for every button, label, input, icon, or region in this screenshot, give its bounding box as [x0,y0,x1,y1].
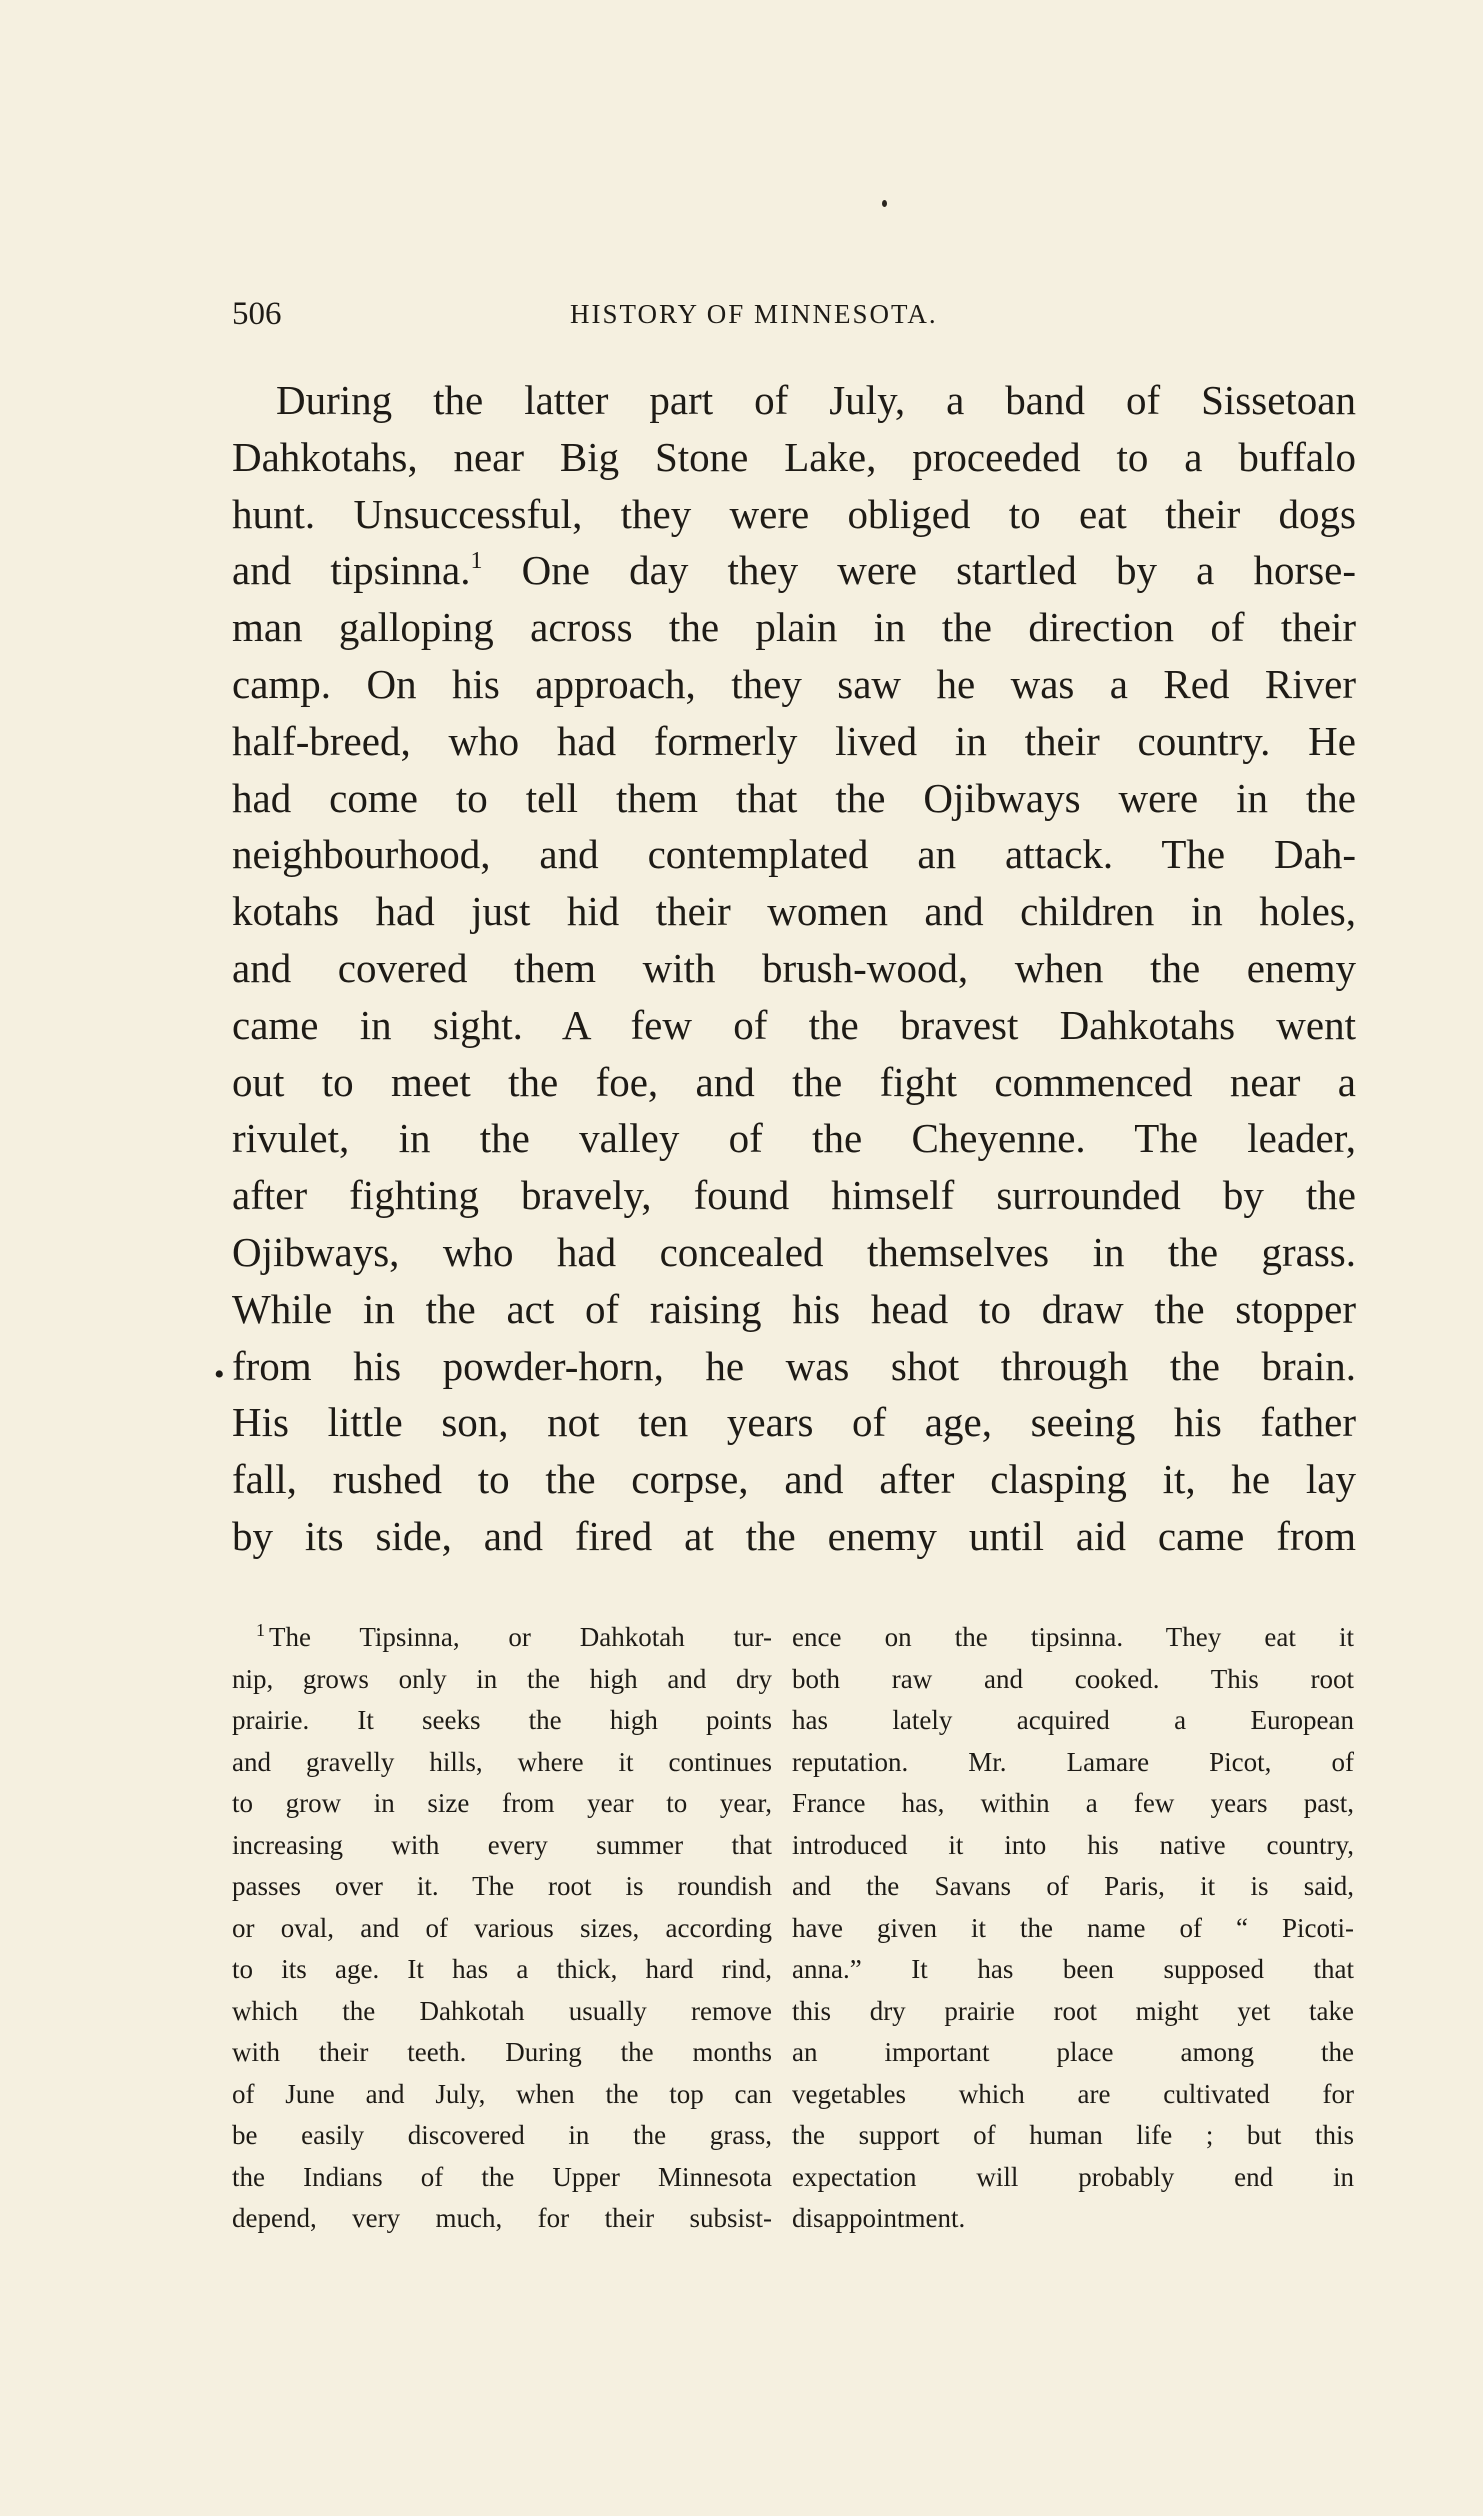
footnote-line: of June and July, when the top can [232,2078,772,2109]
footnote-line: reputation. Mr. Lamare Picot, of [792,1746,1354,1777]
footnote-line: be easily discovered in the grass, [232,2120,772,2150]
margin-mark: • [214,1358,225,1391]
footnote-line: the Indians of the Upper Minnesota [232,2161,772,2192]
footnote-line: to its age. It has a thick, hard rind, [232,1954,772,1984]
main-paragraph [232,372,1356,1565]
footnote-line: have given it the name of “ Picoti- [792,1912,1354,1943]
footnote-column-left [232,1617,772,2240]
footnote-line: depend, very much, for their subsist- [232,2203,772,2233]
footnote-line: has lately acquired a European [792,1705,1354,1735]
footnote-line: disappointment. [792,2203,966,2233]
footnote-line-text: The Tipsinna, or Dahkotah tur- [269,1622,772,1652]
body-line-start: and tipsinna. [232,547,471,594]
body-line: after fighting bravely, found himself surrounded by the [232,1172,1356,1219]
body-line: rivulet, in the valley of the Cheyenne. The leader, [232,1115,1356,1162]
body-line-end: One day they were startled by a horse- [482,547,1356,594]
footnote-line: an important place among the [792,2037,1354,2067]
footnote-line: passes over it. The root is roundish [232,1871,772,1901]
footnote-line: nip, grows only in the high and dry [232,1663,772,1694]
body-line: During the latter part of July, a band of Sissetoan [276,377,1356,423]
footnote-line: France has, within a few years past, [792,1788,1354,1818]
footnote-line [232,1617,772,1659]
footnote-line: this dry prairie root might yet take [792,1995,1354,2026]
footnote-line: the support of human life ; but this [792,2120,1354,2150]
footnote-line: anna.” It has been supposed that [792,1954,1354,1984]
body-line: out to meet the foe, and the fight commenced near a [232,1058,1356,1105]
footnote-line: to grow in size from year to year, [232,1788,772,1818]
footnote-column-right [792,1617,1354,2240]
body-line: kotahs had just hid their women and children in holes, [232,888,1356,935]
body-line: by its side, and fired at the enemy until aid came from [232,1512,1356,1559]
ink-speck [882,200,887,207]
footnote-line: expectation will probably end in [792,2161,1354,2192]
footnote-line: with their teeth. During the months [232,2037,772,2067]
body-line: neighbourhood, and contemplated an attack. The Dah- [232,831,1356,878]
body-line: camp. On his approach, they saw he was a Red River [232,660,1356,707]
footnote [232,1617,1356,2277]
body-line: hunt. Unsuccessful, they were obliged to eat their dogs [232,490,1356,537]
page-header [232,292,1012,336]
footnote-line: increasing with every summer that [232,1829,772,1860]
page-number: 506 [232,296,282,332]
footnote-line: ence on the tipsinna. They eat it [792,1622,1354,1652]
footnote-line: both raw and cooked. This root [792,1663,1354,1694]
body-line: came in sight. A few of the bravest Dahkotahs went [232,1001,1356,1048]
footnote-number: 1 [256,1620,265,1640]
body-line: had come to tell them that the Ojibways were in the [232,774,1356,821]
footnote-line: vegetables which are cultivated for [792,2078,1354,2109]
footnote-line: prairie. It seeks the high points [232,1705,772,1735]
body-line: Ojibways, who had concealed themselves in the grass. [232,1228,1356,1275]
footnote-line: and the Savans of Paris, it is said, [792,1871,1354,1901]
body-line: fall, rushed to the corpse, and after clasping it, he lay [232,1456,1356,1503]
body-line: and covered them with brush-wood, when the enemy [232,944,1356,991]
footnote-line: or oval, and of various sizes, according [232,1912,772,1943]
body-line: half-breed, who had formerly lived in their country. He [232,717,1356,764]
running-title: HISTORY OF MINNESOTA. [570,299,938,329]
footnote-reference[interactable]: 1 [470,548,483,575]
body-line [232,542,1356,599]
footnote-line: introduced it into his native country, [792,1829,1354,1860]
body-line: from his powder-horn, he was shot through the brain. [232,1342,1356,1389]
body-line: While in the act of raising his head to draw the stopper [232,1285,1356,1332]
body-line: man galloping across the plain in the direction of their [232,604,1356,651]
body-line: His little son, not ten years of age, seeing his father [232,1399,1356,1446]
footnote-line: which the Dahkotah usually remove [232,1995,772,2026]
footnote-line: and gravelly hills, where it continues [232,1746,772,1777]
body-line: Dahkotahs, near Big Stone Lake, proceeded to a buffalo [232,433,1356,480]
